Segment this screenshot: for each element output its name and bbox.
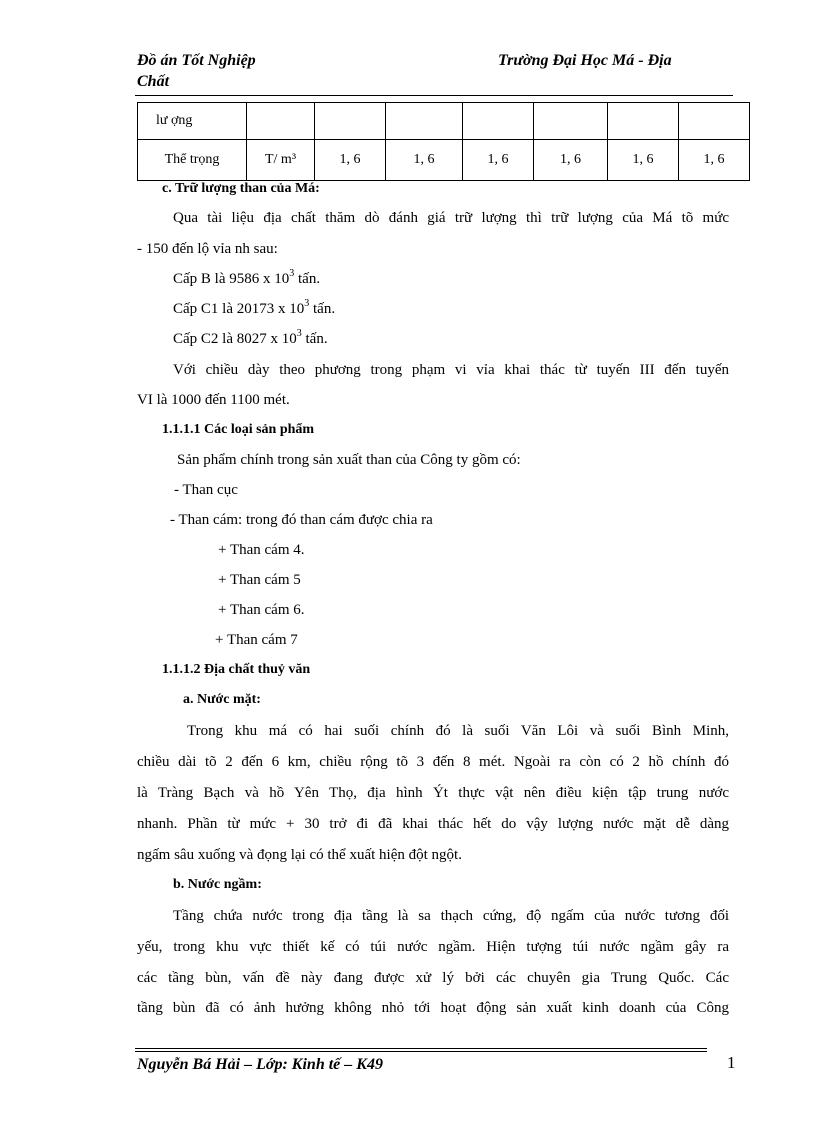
header-rule [135,95,733,96]
para4-line1: Tầng chứa nước trong địa tầng là sa thạch cứng, độ ngấm của nước tương đối [173,908,729,924]
cap-b [173,268,321,288]
table-cell-value: 1, 6 [534,140,608,181]
table-cell-label: Thể trọng [138,140,247,181]
table-cell-label: lư ợng [138,103,247,140]
table-cell [608,103,679,140]
cap-c1-unit: tấn. [309,301,336,317]
table-cell-unit: T/ m³ [247,140,315,181]
footer-author: Nguyễn Bá Hải – Lớp: Kinh tế – K49 [137,1056,383,1073]
heading-b: b. Nước ngầm: [173,877,262,892]
footer-rule [135,1048,707,1049]
cap-b-text: Cấp B là 9586 x 10 [173,271,290,287]
table-cell [463,103,534,140]
para1-line2: - 150 đến lộ vỉa nh sau: [137,241,278,257]
table-cell [679,103,750,140]
table-cell-value: 1, 6 [463,140,534,181]
table-cell-value: 1, 6 [386,140,463,181]
cap-c1 [173,298,336,318]
para1-line1: Qua tài liệu địa chất thăm dò đánh giá trữ lượng thì trữ lượng của Má tõ mức [173,210,729,226]
cam-5: + Than cám 5 [218,572,301,588]
table-cell-value: 1, 6 [679,140,750,181]
cam-7: + Than cám 7 [215,632,298,648]
header-left [137,50,337,92]
heading-1111: 1.1.1.1 Các loại sản phẩm [162,422,315,437]
para4-line4: tầng bùn đã có ảnh hưởng không nhỏ tới hoạt động sản xuất kinh doanh của Công [137,1000,729,1016]
page-number: 1 [727,1053,736,1072]
properties-table [137,102,750,181]
cap-c2-unit: tấn. [301,331,328,347]
cap-c2 [173,328,328,348]
table-cell [386,103,463,140]
heading-c: c. Trữ lượng than của Má: [162,181,320,196]
para3-line2: chiều dài tõ 2 đến 6 km, chiều rộng tõ 3 đến 8 mét. Ngoài ra còn có 2 hồ chính đó [137,754,729,770]
heading-a: a. Nước mặt: [183,692,261,707]
cam-4: + Than cám 4. [218,542,305,558]
table-cell [534,103,608,140]
header-left-line2: Chất [137,73,170,90]
header-right: Trường Đại Học Má - Địa [498,52,672,69]
products-intro: Sản phẩm chính trong sản xuất than của Công ty gồm có: [177,452,521,468]
para3-line5: ngấm sâu xuống và đọng lại có thể xuất hiện đột ngột. [137,847,462,863]
para2-line2: VI là 1000 đến 1100 mét. [137,392,290,408]
table-row [138,103,750,140]
table-cell [247,103,315,140]
footer-rule-second [135,1051,707,1052]
cap-c2-exp: 3 [296,328,302,339]
table-cell-value: 1, 6 [315,140,386,181]
para2-line1: Với chiều dày theo phương trong phạm vi vỉa khai thác từ tuyến III đến tuyến [173,362,729,378]
table-cell-value: 1, 6 [608,140,679,181]
header-left-line1: Đồ án Tốt Nghiệp [137,52,256,69]
product-cuc: - Than cục [174,482,238,498]
para3-line4: nhanh. Phần từ mức + 30 trở đi đã khai thác hết do vậy lượng nước mặt dễ dàng [137,816,729,832]
cap-c2-text: Cấp C2 là 8027 x 10 [173,331,297,347]
para3-line1: Trong khu má có hai suối chính đó là suối Văn Lôi và suối Bình Minh, [187,723,729,739]
cap-c1-exp: 3 [304,298,310,309]
para3-line3: là Tràng Bạch và hồ Yên Thọ, địa hình Ýt thực vật nên điều kiện tập trung nước [137,785,729,801]
cap-b-unit: tấn. [294,271,321,287]
cam-6: + Than cám 6. [218,602,305,618]
cap-b-exp: 3 [289,268,295,279]
heading-1112: 1.1.1.2 Địa chất thuỷ văn [162,662,311,677]
product-cam: - Than cám: trong đó than cám được chia ra [170,512,433,528]
para4-line2: yếu, trong khu vực thiết kế có túi nước ngầm. Hiện tượng túi nước ngầm gây ra [137,939,729,955]
cap-c1-text: Cấp C1 là 20173 x 10 [173,301,305,317]
table-cell [315,103,386,140]
table-row [138,140,750,181]
para4-line3: các tầng bùn, vấn đề này đang được xử lý bởi các chuyên gia Trung Quốc. Các [137,970,729,986]
